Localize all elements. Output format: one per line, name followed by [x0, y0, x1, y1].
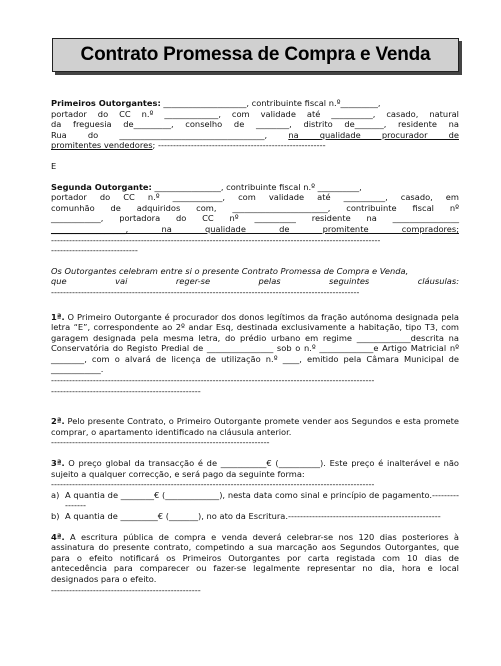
clause-4 — [51, 532, 459, 596]
second-party-section — [51, 182, 459, 256]
first-parties-line-1: Primeiros Outorgantes: ____________________, contribuinte fiscal n.º_________, — [51, 98, 381, 108]
clause-3-item-b: b) A quantia de _________€ (_______), no ato da Escritura.--------------------------------------------------- — [51, 511, 441, 521]
second-party-dashes-2: ----------------------------- — [51, 245, 138, 256]
first-parties-section — [51, 98, 459, 151]
intro-line-2: que vai reger-se pelas seguintes cláusulas: — [51, 276, 459, 287]
clause-2-number: 2ª. — [51, 416, 65, 427]
spacer — [51, 396, 459, 416]
clause-3-text: 3ª. O preço global da transacção é de ___________€ (__________). Este preço é inalterável e não sujeito a qualquer correcção, e será pago da seguinte forma: — [51, 458, 459, 479]
second-party-line-5: __________________, na qualidade de promitente compradores; — [51, 223, 459, 234]
spacer — [51, 448, 459, 458]
clause-4-number: 4ª. — [51, 531, 65, 542]
clause-3-item-a: a) A quantia de ________€ (_____________), nesta data como sinal e princípio de pagamento.---------------- — [51, 489, 459, 511]
second-party-line-1: Segunda Outorgante: ________________, contribuinte fiscal n.º __________, — [51, 181, 362, 192]
first-parties-label: Primeiros Outorgantes: — [51, 98, 161, 108]
first-parties-line-5: promitentes vendedores; -------------------------------------------------------- — [51, 140, 326, 151]
first-parties-line-2: portador do CC n.º _____________, com validade até __________, casado, natural — [51, 108, 459, 119]
spacer — [51, 522, 459, 532]
spacer — [51, 256, 459, 266]
second-party-label: Segunda Outorgante: — [51, 181, 152, 192]
conjunction-e: E — [51, 160, 57, 171]
clause-2 — [51, 416, 459, 448]
first-parties-line-4: Rua do ___________________________________, na qualidade procurador de — [51, 129, 459, 140]
document-title-box — [52, 38, 459, 72]
contract-body — [51, 98, 459, 595]
clause-1-dashes-2: -------------------------------------------------- — [51, 385, 201, 396]
spacer — [51, 151, 459, 161]
spacer — [51, 298, 459, 312]
clause-3-number: 3ª. — [51, 458, 65, 469]
clause-2-text: 2ª. Pelo presente Contrato, o Primeiro Outorgante promete vender aos Segundos e esta promete comprar, o apartamento identificado na cláusula anterior. — [51, 416, 459, 437]
intro-line-1: Os Outorgantes celebram entre si o presente Contrato Promessa de Compra e Venda, — [51, 265, 409, 276]
clause-1 — [51, 312, 459, 397]
first-parties-line-3: da freguesia de_________, conselho de ________, distrito de_______, residente na — [51, 119, 459, 130]
second-party-line-2: portador do CC n.º ____________, com validade até __________, casado, em — [51, 192, 459, 203]
clause-1-text: 1ª. O Primeiro Outorgante é procurador dos donos legítimos da fração autónoma designada pela letra “E”, correspondente ao 2º andar Esq, destinada exclusivamente a habitação, tipo T3, com garagem designada pela mesma letra, do prédio urbano em regime _____________descrita na Conservatória do Registo Predial de ________________ sob o n.º _____________e Artigo Matricial nº ________, com o alvará de licença de utilização n.º ____, emitido pela Câmara Municipal de ____________. — [51, 311, 459, 375]
clause-1-dashes-1: ------------------------------------------------------------------------------------------------------------ — [51, 375, 375, 386]
clause-2-dashes: ------------------------------------------------------------------------- — [51, 437, 270, 448]
second-party-dashes-1: -------------------------------------------------------------------------------------------------------------- — [51, 234, 381, 245]
intro-section — [51, 266, 459, 298]
clause-4-dashes: -------------------------------------------------- — [51, 584, 201, 595]
second-party-line-4: ____________, portadora do CC nº __________ residente na ________________ — [51, 213, 459, 224]
document-title: Contrato Promessa de Compra e Venda — [80, 44, 431, 65]
intro-dashes: ------------------------------------------------------------------------------------------------------- — [51, 286, 360, 297]
clause-1-number: 1ª. — [51, 311, 65, 322]
spacer — [51, 172, 459, 182]
clause-3 — [51, 458, 459, 522]
clause-3-dashes: ------------------------------------------------------------------------------------------------------------ — [51, 479, 375, 490]
clause-4-text: 4ª. A escritura pública de compra e venda deverá celebrar-se nos 120 dias posteriores à assinatura do presente contrato, competindo a sua marcação aos Segundos Outorgantes, que para o efeito notificará os Primeiros Outorgantes por carta registada com 10 dias de antecedência para comparecer ou fazer-se legalmente representar no dia, hora e local designados para o efeito. — [51, 531, 459, 584]
second-party-line-3: comunhão de adquiridos com, _______________________, contribuinte fiscal nº — [51, 202, 459, 213]
